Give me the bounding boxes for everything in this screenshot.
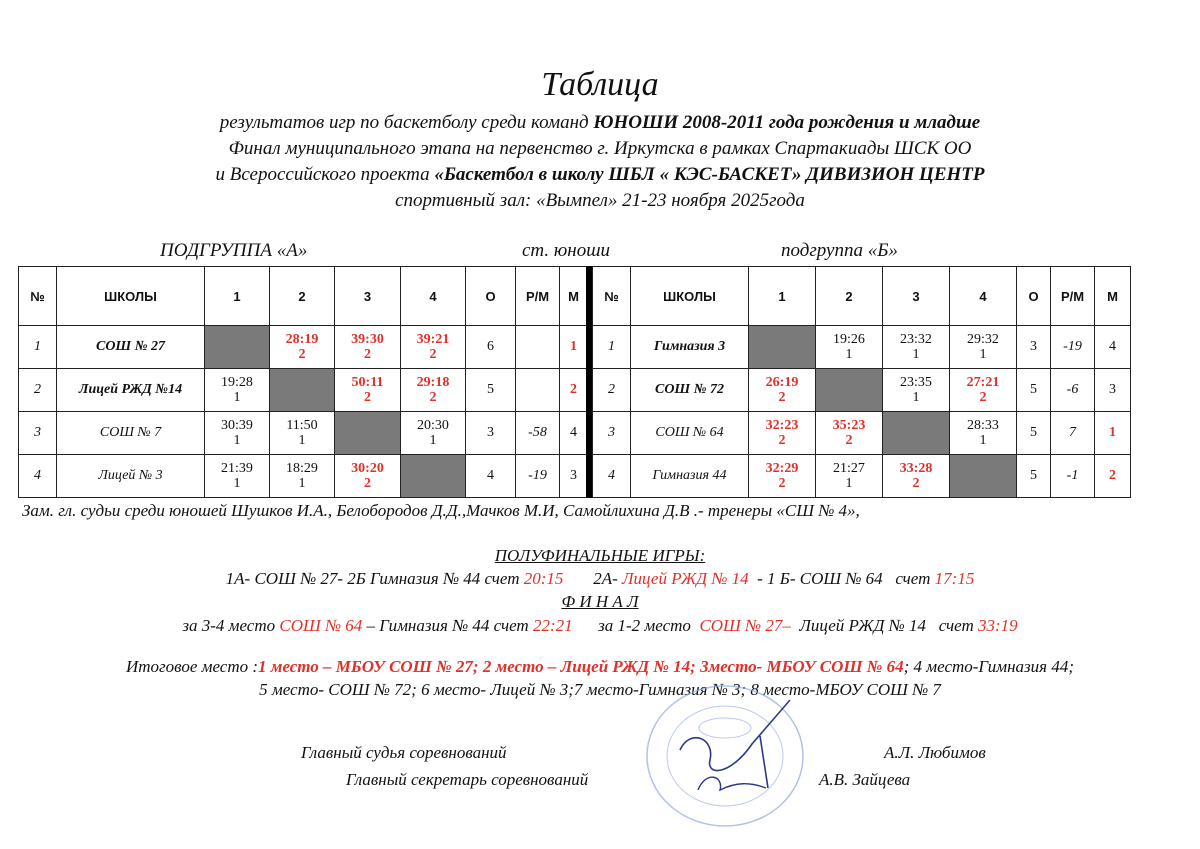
score-cell bbox=[205, 455, 270, 498]
official-stamp bbox=[640, 678, 830, 828]
table-row bbox=[19, 412, 588, 455]
header-line-1-text: результатов игр по баскетболу среди команд bbox=[219, 112, 594, 133]
game-points: 2 bbox=[778, 390, 786, 405]
blocked-cell bbox=[270, 369, 335, 412]
team-place: 1 bbox=[1095, 412, 1131, 455]
score-value: 20:30 bbox=[417, 418, 449, 433]
final-line bbox=[0, 616, 1200, 636]
team-number: 3 bbox=[19, 412, 57, 455]
table-row bbox=[593, 455, 1131, 498]
score-value: 32:23 bbox=[765, 418, 799, 433]
header-line-3-text: и Всероссийского проекта bbox=[215, 164, 435, 185]
score-cell bbox=[816, 455, 883, 498]
total-points: 4 bbox=[466, 455, 516, 498]
score-value: 29:18 bbox=[416, 375, 450, 390]
chief-judge-label: Главный судья соревнований bbox=[301, 743, 507, 762]
score-value: 28:33 bbox=[967, 418, 999, 433]
final-third-winner: СОШ № 64 bbox=[279, 616, 363, 635]
score-cell bbox=[950, 326, 1017, 369]
final-title: Ф И Н А Л bbox=[561, 592, 639, 611]
table-row bbox=[593, 326, 1131, 369]
game-points: 1 bbox=[429, 433, 437, 448]
header-cell: 2 bbox=[270, 267, 335, 326]
game-points: 2 bbox=[429, 390, 437, 405]
total-points: 3 bbox=[466, 412, 516, 455]
score-cell bbox=[335, 455, 401, 498]
score-cell bbox=[883, 455, 950, 498]
header-cell: ШКОЛЫ bbox=[57, 267, 205, 326]
judges-note: Зам. гл. судьи среди юношей Шушков И.А., Белобородов Д.Д.,Мачков М.И, Самойлихина Д.В .- тренеры «СШ № 4», bbox=[22, 501, 860, 520]
header-line-1 bbox=[0, 112, 1200, 134]
game-points: 1 bbox=[298, 476, 306, 491]
point-difference: -6 bbox=[1051, 369, 1095, 412]
team-name: Лицей РЖД №14 bbox=[57, 369, 205, 412]
game-points: 2 bbox=[845, 433, 853, 448]
point-difference: -1 bbox=[1051, 455, 1095, 498]
team-number: 1 bbox=[593, 326, 631, 369]
game-points: 2 bbox=[979, 390, 987, 405]
final-third-score: 22:21 bbox=[532, 616, 573, 635]
header-cell: М bbox=[560, 267, 588, 326]
blocked-cell bbox=[335, 412, 401, 455]
header-line-2: Финал муниципального этапа на первенство г. Иркутска в рамках Спартакиады ШСК ОО bbox=[228, 138, 972, 159]
blocked-cell bbox=[950, 455, 1017, 498]
score-cell bbox=[749, 412, 816, 455]
score-cell bbox=[950, 369, 1017, 412]
header-line-3-bold: «Баскетбол в школу ШБЛ « КЭС-БАСКЕТ» ДИВИЗИОН ЦЕНТР bbox=[434, 164, 985, 185]
score-value: 19:28 bbox=[221, 375, 253, 390]
game-points: 1 bbox=[845, 476, 853, 491]
score-cell bbox=[270, 412, 335, 455]
score-cell bbox=[883, 326, 950, 369]
score-cell bbox=[950, 412, 1017, 455]
score-cell bbox=[883, 369, 950, 412]
header-cell: М bbox=[1095, 267, 1131, 326]
score-value: 30:39 bbox=[221, 418, 253, 433]
team-name: СОШ № 7 bbox=[57, 412, 205, 455]
team-number: 4 bbox=[19, 455, 57, 498]
semifinal-1-teams: 1А- СОШ № 27- 2Б Гимназия № 44 счет bbox=[225, 569, 524, 588]
table-row bbox=[19, 326, 588, 369]
game-points: 2 bbox=[912, 476, 920, 491]
subgroup-a-label: ПОДГРУППА «А» bbox=[160, 240, 308, 261]
team-place: 3 bbox=[560, 455, 588, 498]
point-difference bbox=[516, 326, 560, 369]
final-first-winner: СОШ № 27– bbox=[699, 616, 791, 635]
document-title: Таблица bbox=[541, 66, 659, 103]
semifinal-2-team: Лицей РЖД № 14 bbox=[621, 569, 749, 588]
header-cell: № bbox=[19, 267, 57, 326]
final-first-opponent: Лицей РЖД № 14 счет bbox=[790, 616, 978, 635]
score-cell bbox=[270, 455, 335, 498]
age-label: ст. юноши bbox=[522, 240, 611, 261]
table-row bbox=[19, 369, 588, 412]
score-cell bbox=[401, 412, 466, 455]
point-difference: -19 bbox=[516, 455, 560, 498]
team-place: 3 bbox=[1095, 369, 1131, 412]
team-place: 2 bbox=[560, 369, 588, 412]
score-cell bbox=[335, 326, 401, 369]
final-first-score: 33:19 bbox=[978, 616, 1018, 635]
final-first-label: за 1-2 место bbox=[572, 616, 700, 635]
game-points: 2 bbox=[298, 347, 306, 362]
total-points: 6 bbox=[466, 326, 516, 369]
final-places-line-1 bbox=[0, 657, 1200, 677]
score-value: 26:19 bbox=[765, 375, 799, 390]
team-number: 3 bbox=[593, 412, 631, 455]
game-points: 1 bbox=[912, 347, 920, 362]
score-value: 39:21 bbox=[416, 332, 450, 347]
header-cell: О bbox=[1017, 267, 1051, 326]
score-cell bbox=[401, 369, 466, 412]
score-value: 11:50 bbox=[286, 418, 318, 433]
semifinals-line bbox=[0, 569, 1200, 589]
blocked-cell bbox=[883, 412, 950, 455]
header-cell: 4 bbox=[401, 267, 466, 326]
score-value: 19:26 bbox=[833, 332, 865, 347]
total-points: 5 bbox=[1017, 455, 1051, 498]
point-difference: 7 bbox=[1051, 412, 1095, 455]
final-places-4th: ; 4 место-Гимназия 44; bbox=[903, 657, 1074, 676]
header-cell: 1 bbox=[749, 267, 816, 326]
final-places-label: Итоговое место : bbox=[126, 657, 259, 676]
table-row bbox=[19, 455, 588, 498]
chief-secretary-name: А.В. Зайцева bbox=[819, 770, 911, 789]
game-points: 1 bbox=[233, 390, 241, 405]
point-difference: -58 bbox=[516, 412, 560, 455]
score-cell bbox=[401, 326, 466, 369]
team-name: СОШ № 72 bbox=[631, 369, 749, 412]
team-place: 4 bbox=[560, 412, 588, 455]
score-cell bbox=[816, 412, 883, 455]
blocked-cell bbox=[816, 369, 883, 412]
game-points: 2 bbox=[778, 476, 786, 491]
semifinal-1-score: 20:15 bbox=[523, 569, 564, 588]
header-cell: Р/М bbox=[1051, 267, 1095, 326]
final-places-top3: 1 место – МБОУ СОШ № 27; 2 место – Лицей РЖД № 14; 3место- МБОУ СОШ № 64 bbox=[258, 657, 904, 676]
team-name: Лицей № 3 bbox=[57, 455, 205, 498]
header-cell: ШКОЛЫ bbox=[631, 267, 749, 326]
score-value: 50:11 bbox=[351, 375, 384, 390]
team-name: СОШ № 27 bbox=[57, 326, 205, 369]
game-points: 1 bbox=[912, 390, 920, 405]
score-value: 32:29 bbox=[765, 461, 799, 476]
team-name: Гимназия 44 bbox=[631, 455, 749, 498]
score-value: 23:32 bbox=[900, 332, 932, 347]
score-value: 35:23 bbox=[832, 418, 866, 433]
score-cell bbox=[749, 369, 816, 412]
group-b-table bbox=[592, 266, 1131, 498]
header-line-3 bbox=[0, 164, 1200, 186]
team-place: 1 bbox=[560, 326, 588, 369]
game-points: 2 bbox=[364, 390, 371, 405]
score-value: 18:29 bbox=[286, 461, 318, 476]
table-header-row bbox=[593, 267, 1131, 326]
team-number: 2 bbox=[19, 369, 57, 412]
total-points: 5 bbox=[1017, 412, 1051, 455]
score-value: 21:39 bbox=[221, 461, 253, 476]
chief-judge-name: А.Л. Любимов bbox=[884, 743, 986, 762]
score-value: 23:35 bbox=[900, 375, 932, 390]
game-points: 1 bbox=[233, 433, 241, 448]
game-points: 1 bbox=[979, 433, 987, 448]
total-points: 3 bbox=[1017, 326, 1051, 369]
game-points: 2 bbox=[364, 476, 371, 491]
team-number: 2 bbox=[593, 369, 631, 412]
score-cell bbox=[205, 412, 270, 455]
semifinal-2-opponent: - 1 Б- СОШ № 64 счет bbox=[748, 569, 935, 588]
semifinals-title: ПОЛУФИНАЛЬНЫЕ ИГРЫ: bbox=[494, 546, 706, 565]
score-value: 29:32 bbox=[967, 332, 999, 347]
total-points: 5 bbox=[466, 369, 516, 412]
header-cell: 2 bbox=[816, 267, 883, 326]
score-value: 30:20 bbox=[351, 461, 384, 476]
score-value: 33:28 bbox=[899, 461, 933, 476]
team-place: 2 bbox=[1095, 455, 1131, 498]
semifinal-2-prefix: 2А- bbox=[563, 569, 622, 588]
subgroup-b-label: подгруппа «Б» bbox=[781, 240, 898, 261]
header-cell: 1 bbox=[205, 267, 270, 326]
group-a-table bbox=[18, 266, 588, 498]
score-value: 28:19 bbox=[285, 332, 319, 347]
score-value: 21:27 bbox=[833, 461, 865, 476]
team-number: 1 bbox=[19, 326, 57, 369]
header-cell: Р/М bbox=[516, 267, 560, 326]
table-row bbox=[593, 369, 1131, 412]
score-cell bbox=[749, 455, 816, 498]
blocked-cell bbox=[205, 326, 270, 369]
score-cell bbox=[816, 326, 883, 369]
total-points: 5 bbox=[1017, 369, 1051, 412]
score-cell bbox=[335, 369, 401, 412]
header-cell: № bbox=[593, 267, 631, 326]
score-value: 27:21 bbox=[966, 375, 1000, 390]
header-cell: О bbox=[466, 267, 516, 326]
header-cell: 4 bbox=[950, 267, 1017, 326]
table-row bbox=[593, 412, 1131, 455]
final-places-line-2: 5 место- СОШ № 72; 6 место- Лицей № 3;7 место-Гимназия № 3; 8 место-МБОУ СОШ № 7 bbox=[259, 680, 941, 699]
point-difference: -19 bbox=[1051, 326, 1095, 369]
team-name: СОШ № 64 bbox=[631, 412, 749, 455]
game-points: 2 bbox=[429, 347, 437, 362]
header-line-4: спортивный зал: «Вымпел» 21-23 ноября 2025года bbox=[395, 190, 805, 211]
final-third-label: за 3-4 место bbox=[182, 616, 280, 635]
chief-secretary-label: Главный секретарь соревнований bbox=[346, 770, 589, 789]
header-cell: 3 bbox=[335, 267, 401, 326]
table-header-row bbox=[19, 267, 588, 326]
final-third-opponent: – Гимназия № 44 счет bbox=[362, 616, 533, 635]
blocked-cell bbox=[401, 455, 466, 498]
game-points: 1 bbox=[979, 347, 987, 362]
blocked-cell bbox=[749, 326, 816, 369]
game-points: 2 bbox=[778, 433, 786, 448]
score-cell bbox=[205, 369, 270, 412]
header-cell: 3 bbox=[883, 267, 950, 326]
team-number: 4 bbox=[593, 455, 631, 498]
score-cell bbox=[270, 326, 335, 369]
game-points: 2 bbox=[364, 347, 371, 362]
game-points: 1 bbox=[298, 433, 306, 448]
score-value: 39:30 bbox=[351, 332, 384, 347]
game-points: 1 bbox=[845, 347, 853, 362]
point-difference bbox=[516, 369, 560, 412]
team-place: 4 bbox=[1095, 326, 1131, 369]
game-points: 1 bbox=[233, 476, 241, 491]
header-line-1-bold: ЮНОШИ 2008-2011 года рождения и младше bbox=[593, 112, 981, 133]
semifinal-2-score: 17:15 bbox=[934, 569, 975, 588]
team-name: Гимназия 3 bbox=[631, 326, 749, 369]
